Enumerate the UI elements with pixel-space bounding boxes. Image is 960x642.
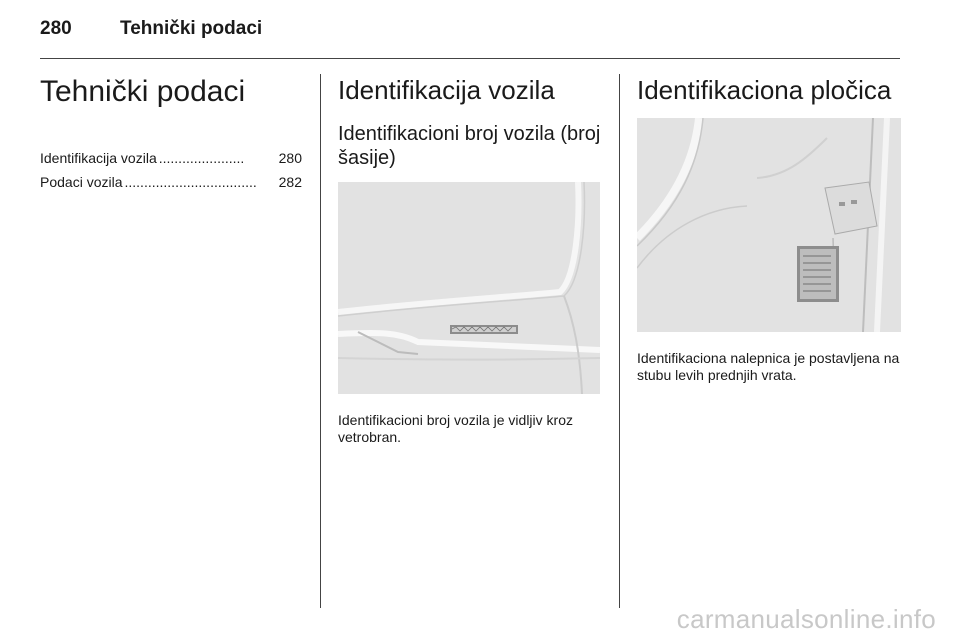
toc-entry-label: Podaci vozila — [40, 174, 123, 190]
watermark: carmanualsonline.info — [676, 604, 936, 634]
vehicle-identification-column — [338, 74, 602, 446]
door-pillar-plate-illustration — [637, 118, 901, 332]
toc-entry-page: 282 — [278, 174, 302, 190]
chapter-column — [40, 74, 302, 194]
windshield-vin-figure — [338, 182, 600, 394]
chapter-title: Tehnički podaci — [40, 75, 246, 108]
running-title: Tehnički podaci — [120, 18, 263, 39]
column-divider-1 — [320, 74, 321, 608]
body-text: Identifikaciona nalepnica je postavljena na stubu levih prednjih vrata. — [637, 350, 900, 383]
toc-entry[interactable] — [40, 170, 302, 194]
section-heading: Identifikaciona pločica — [637, 75, 892, 105]
header-rule — [40, 58, 900, 59]
page-header — [40, 18, 262, 48]
page-number: 280 — [40, 18, 72, 39]
door-pillar-plate-figure — [637, 118, 901, 332]
body-text: Identifikacioni broj vozila je vidljiv kroz vetrobran. — [338, 412, 573, 445]
table-of-contents — [40, 146, 302, 194]
toc-leader-dots: ...................... — [158, 150, 245, 166]
identification-plate-column — [637, 74, 901, 384]
toc-entry-label: Identifikacija vozila — [40, 150, 157, 166]
toc-entry-page: 280 — [278, 150, 302, 166]
column-divider-2 — [619, 74, 620, 608]
windshield-vin-illustration — [338, 182, 600, 394]
section-heading: Identifikacija vozila — [338, 75, 555, 105]
subsection-heading: Identifikacioni broj vozila (broj šasije) — [338, 123, 601, 169]
toc-leader-dots: .................................. — [124, 174, 257, 190]
toc-entry[interactable] — [40, 146, 302, 170]
